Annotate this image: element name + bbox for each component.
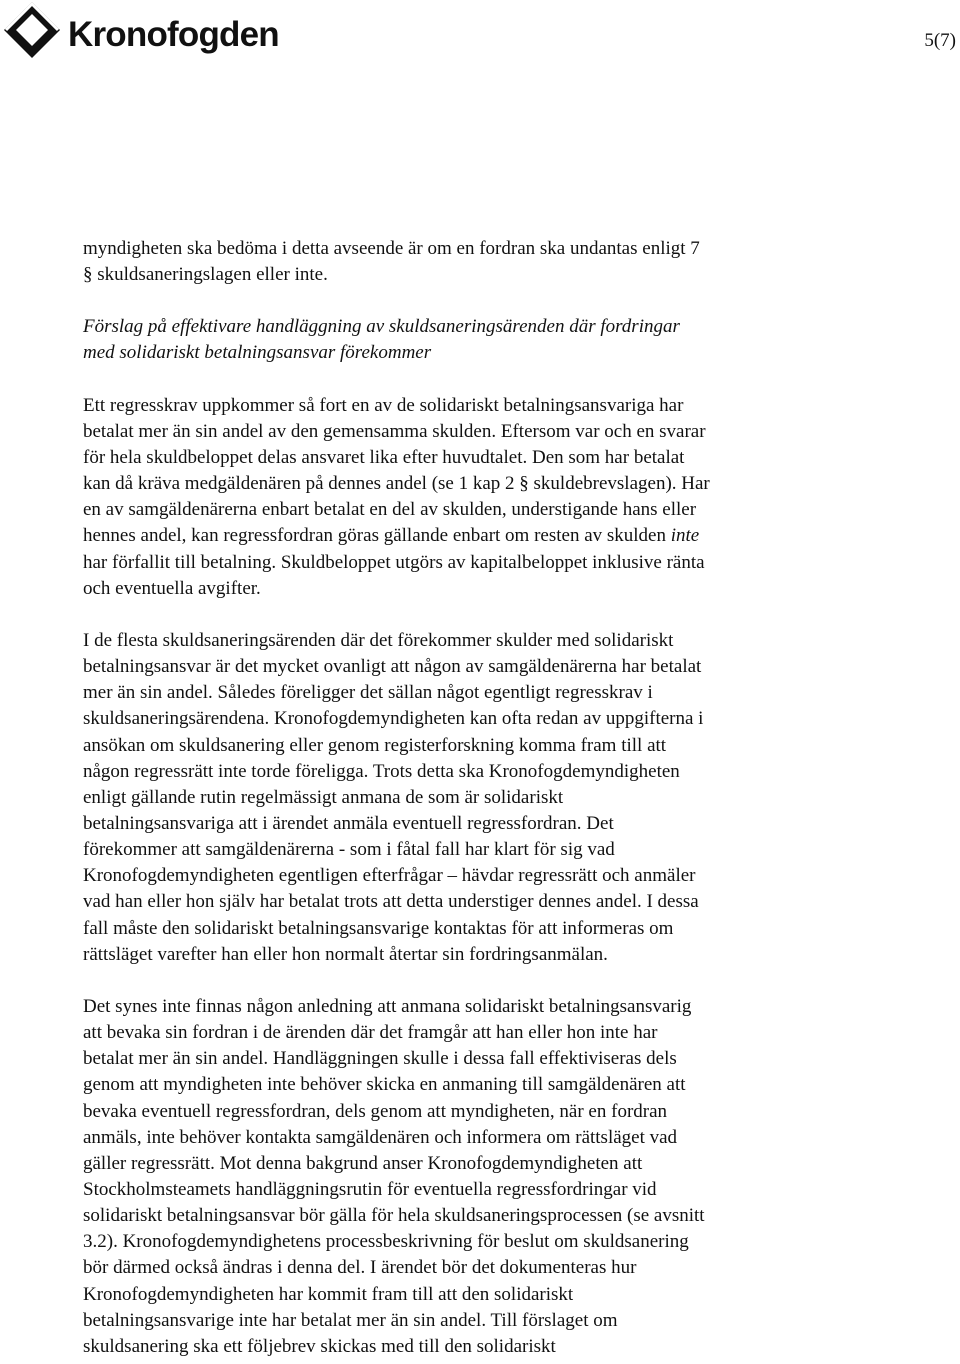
- paragraph-line: betalat mer än sin andel. Handläggningen skulle i dessa fall effektiviseras dels: [83, 1048, 677, 1070]
- paragraph-line: Stockholmsteamets handläggningsrutin för eventuella regressfordringar vid: [83, 1179, 657, 1200]
- paragraph-line: enligt gällande rutin regelmässigt anmana de som är solidariskt: [83, 786, 564, 808]
- paragraph-line: genom att myndigheten inte behöver skicka en anmaning till samgäldenären att: [83, 1074, 686, 1096]
- paragraph-line: Kronofogdemyndigheten egentligen efterfrågar – hävdar regressrätt och anmäler: [83, 865, 696, 887]
- paragraph-line: skuldsanering ska ett följebrev skickas med till den solidariskt: [83, 1335, 556, 1357]
- kronofogden-diamond-icon: [0, 0, 64, 60]
- paragraph-line: att bevaka sin fordran i de ärenden där det framgår att han eller hon inte har: [83, 1022, 658, 1044]
- paragraph-line: bör därmed också ändras i denna del. I ärendet bör det dokumenteras hur: [83, 1257, 637, 1279]
- paragraph-line: Kronofogdemyndigheten har kommit fram till att den solidariskt: [83, 1283, 574, 1305]
- paragraph-line: skuldsaneringsärendena. Kronofogdemyndigheten kan ofta redan av uppgifterna i: [83, 708, 704, 730]
- paragraph-line: I de flesta skuldsaneringsärenden där det förekommer skulder med solidariskt: [83, 629, 674, 651]
- paragraph-line: betalningsansvariga att i ärendet anmäla eventuell regressfordran. Det: [83, 812, 614, 834]
- paragraph-line: betalningsansvarige inte har betalat mer än sin andel. Till förslaget om: [83, 1309, 618, 1331]
- paragraph-line: betalat mer än sin andel av den gemensamma skulden. Eftersom var och en svarar: [83, 420, 706, 442]
- paragraph-line: betalningsansvar är det mycket ovanligt att någon av samgäldenärerna har betalat: [83, 656, 702, 678]
- section-heading: med solidariskt betalningsansvar förekommer: [83, 342, 432, 364]
- paragraph-line: solidariskt betalningsansvar bör gälla för hela skuldsaneringsprocessen (se avsnitt: [83, 1205, 705, 1227]
- emphasis-text: inte: [670, 525, 700, 547]
- paragraph-line: vad han eller hon själv har betalat trots att detta understiger dennes andel. I dessa: [83, 891, 699, 913]
- paragraph-line: fall måste den solidariskt betalningsansvarige kontaktas för att informeras om: [83, 917, 674, 939]
- paragraph-line: [83, 523, 843, 549]
- intro-line: § skuldsaneringslagen eller inte.: [83, 264, 328, 286]
- document-body: [83, 236, 843, 1360]
- paragraph-line: någon regressrätt inte torde föreligga. Trots detta ska Kronofogdemyndigheten: [83, 760, 680, 782]
- intro-line: myndigheten ska bedöma i detta avseende är om en fordran ska undantas enligt 7: [83, 238, 700, 259]
- paragraph-line: och eventuella avgifter.: [83, 577, 261, 599]
- paragraph-line: kan då kräva medgäldenären på dennes andel (se 1 kap 2 § skuldebrevslagen). Har: [83, 473, 710, 495]
- paragraph-line: Det synes inte finnas någon anledning att anmana solidariskt betalningsansvarig: [83, 995, 692, 1017]
- paragraph-line: mer än sin andel. Således föreligger det sällan något egentligt regresskrav i: [83, 682, 653, 704]
- paragraph-line: 3.2). Kronofogdemyndighetens processbeskrivning för beslut om skuldsanering: [83, 1231, 689, 1253]
- page-number: 5(7): [924, 30, 956, 51]
- paragraph-line: bevaka eventuell regressfordran, dels genom att myndigheten, när en fordran: [83, 1100, 668, 1122]
- kronofogden-logo: [0, 0, 279, 60]
- paragraph-text: hennes andel, kan regressfordran göras gällande enbart om resten av skulden: [83, 525, 671, 547]
- paragraph-line: gäller regressrätt. Mot denna bakgrund anser Kronofogdemyndigheten att: [83, 1152, 643, 1174]
- paragraph-line: ansökan om skuldsanering eller genom registerforskning komma fram till att: [83, 734, 667, 756]
- logo-text: Kronofogden: [68, 15, 279, 54]
- paragraph-line: en av samgäldenärerna enbart betalat en del av skulden, understigande hans eller: [83, 499, 697, 521]
- paragraph-line: för hela skuldbeloppet delas ansvaret lika efter huvudtalet. Den som har betalat: [83, 446, 685, 468]
- paragraph-line: rättsläget varefter han eller hon normalt återtar sin fordringsanmälan.: [83, 943, 608, 965]
- paragraph-line: Ett regresskrav uppkommer så fort en av de solidariskt betalningsansvariga har: [83, 394, 684, 416]
- paragraph-line: förekommer att samgäldenärerna - som i fåtal fall har klart för sig vad: [83, 839, 615, 861]
- paragraph-line: anmäls, inte behöver kontakta samgäldenären och informera om rättsläget vad: [83, 1126, 678, 1148]
- paragraph-line: har förfallit till betalning. Skuldbeloppet utgörs av kapitalbeloppet inklusive ränta: [83, 551, 705, 573]
- section-heading: Förslag på effektivare handläggning av skuldsaneringsärenden där fordringar: [83, 316, 680, 338]
